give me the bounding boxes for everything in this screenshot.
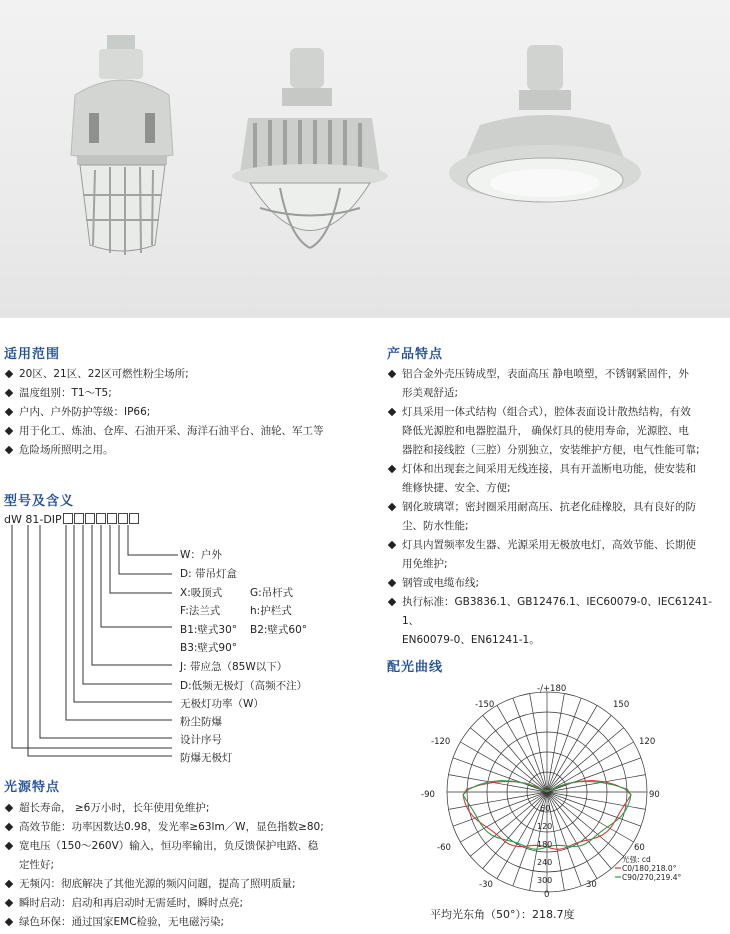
lamp-1-image xyxy=(55,35,190,265)
list-item: 20区、21区、22区可燃性粉尘场所; xyxy=(4,365,354,384)
model-line: J: 带应急（85W以下） xyxy=(180,661,288,673)
angle-label-r30: 30 xyxy=(586,880,597,890)
list-item: 铝合金外壳压铸成型，表面高压 静电喷塑，不锈钢紧固件，外 xyxy=(387,365,727,384)
legend-c0: C0/180,218.0° xyxy=(622,864,677,873)
legend-c90: C90/270,219.4° xyxy=(622,873,682,882)
list-item: 用于化工、炼油、仓库、石油开采、海洋石油平台、油轮、军工等 xyxy=(4,422,354,441)
model-line: B1:壁式30° B2:壁式60° xyxy=(180,624,308,636)
list-item: 钢管或电缆布线; xyxy=(387,574,727,593)
list-item: 户内、户外防护等级：IP66; xyxy=(4,403,354,422)
list-item: 高效节能：功率因数达0.98，发光率≥63lm／W，显色指数≥80; xyxy=(4,818,364,837)
legend-title: 光强: cd xyxy=(622,855,651,864)
angle-label-r150: 150 xyxy=(613,700,630,710)
angle-label-bottom: 0 xyxy=(544,890,550,900)
radial-label: 300 xyxy=(537,876,553,885)
lamp-3-image xyxy=(445,45,645,245)
list-item: 定性好; xyxy=(19,859,55,871)
list-item: 器腔和接线腔（三腔）分别独立，安装维护方便，电气性能可靠; xyxy=(402,444,700,456)
list-item: 形美观舒适; xyxy=(402,387,459,399)
product-photo-banner xyxy=(0,0,730,318)
radial-label: 240 xyxy=(537,858,553,867)
model-line: 粉尘防爆 xyxy=(180,716,222,728)
list-item: 钢化玻璃罩；密封圈采用耐高压、抗老化硅橡胶，具有良好的防 xyxy=(387,498,727,517)
model-diagram-lines xyxy=(0,520,190,760)
list-item: 用免维护; xyxy=(402,558,448,570)
applicable-title: 适用范围 xyxy=(4,347,61,362)
polar-light-distribution-chart xyxy=(415,680,715,905)
list-item: EN60079-0、EN61241-1。 xyxy=(402,634,540,646)
list-item: 瞬时启动：启动和再启动时无需延时，瞬时点亮; xyxy=(4,894,364,913)
model-line: 防爆无极灯 xyxy=(180,752,233,764)
light-source-title: 光源特点 xyxy=(4,780,61,795)
angle-label-l30: -30 xyxy=(479,880,493,890)
features-title: 产品特点 xyxy=(387,347,444,362)
lamp-2-image xyxy=(230,48,390,268)
list-item: 宽电压（150～260V）输入，恒功率输出，负反馈保护电路、稳 xyxy=(4,837,364,856)
list-item: 灯具采用一体式结构（组合式），腔体表面设计散热结构，有效 xyxy=(387,403,727,422)
angle-label-l60: -60 xyxy=(437,843,451,853)
list-item: 维修快捷、安全、方便; xyxy=(402,482,511,494)
light-source-list xyxy=(4,799,364,932)
angle-label-l150: -150 xyxy=(475,700,495,710)
applicable-list xyxy=(4,365,354,460)
radial-label: 180 xyxy=(537,840,553,849)
list-item: 绿色环保：通过国家EMC检验，无电磁污染; xyxy=(4,913,364,932)
curve-title: 配光曲线 xyxy=(387,660,444,675)
model-title: 型号及含义 xyxy=(4,494,75,509)
list-item: 温度组别：T1～T5; xyxy=(4,384,354,403)
angle-label-r120: 120 xyxy=(639,737,656,747)
list-item: 危险场所照明之用。 xyxy=(4,441,354,460)
list-item: 尘、防水性能; xyxy=(402,520,469,532)
model-line: F:法兰式 h:护栏式 xyxy=(180,605,292,617)
angle-label-l90: -90 xyxy=(421,790,435,800)
features-list xyxy=(387,365,727,650)
radial-label: 120 xyxy=(537,822,553,831)
radial-label: 60 xyxy=(540,804,551,813)
model-line: D:低频无极灯（高频不注） xyxy=(180,680,308,692)
curve-caption: 平均光东角（50°）：218.7度 xyxy=(430,908,575,921)
model-line: 设计序号 xyxy=(180,734,222,746)
model-line: B3:壁式90° xyxy=(180,642,238,654)
model-line: X:吸顶式 G:吊杆式 xyxy=(180,587,294,599)
list-item: 降低光源腔和电器腔温升， 确保灯具的使用寿命，光源腔、电 xyxy=(402,425,689,437)
model-line: W：户外 xyxy=(180,549,222,561)
list-item: 灯具内置频率发生器、光源采用无极放电灯，高效节能、长期使 xyxy=(387,536,727,555)
angle-label-l120: -120 xyxy=(431,737,451,747)
angle-label-r60: 60 xyxy=(634,843,645,853)
model-line: D: 带吊灯盒 xyxy=(180,568,237,580)
model-line: 无极灯功率（W） xyxy=(180,698,264,710)
list-item: 无频闪：彻底解决了其他光源的频闪问题，提高了照明质量; xyxy=(4,875,364,894)
angle-label-r90: 90 xyxy=(649,790,660,800)
list-item: 执行标准：GB3836.1、GB12476.1、IEC60079-0、IEC61241-1、 xyxy=(387,593,727,631)
list-item: 超长寿命， ≥6万小时，长年使用免维护; xyxy=(4,799,364,818)
angle-label-top: -/+180 xyxy=(537,684,567,694)
list-item: 灯体和出现套之间采用无线连接，具有开盖断电功能，使安装和 xyxy=(387,460,727,479)
model-code-text: dW 81-DIP xyxy=(4,513,62,526)
